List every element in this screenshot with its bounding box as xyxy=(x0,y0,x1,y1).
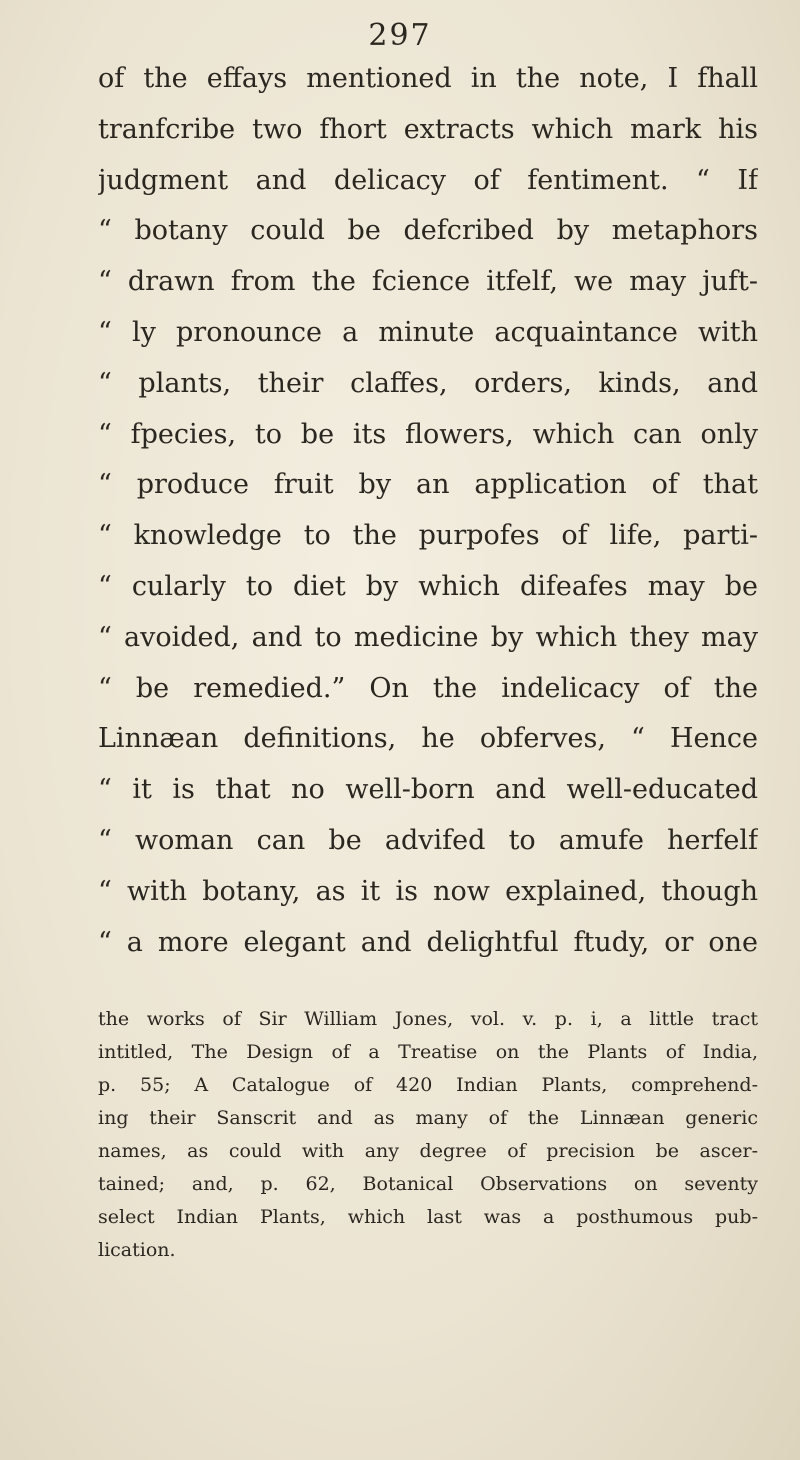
body-line: “ plants, their claffes, orders, kinds, and xyxy=(98,367,758,399)
body-line: “ botany could be defcribed by metaphors xyxy=(98,215,758,247)
body-line: “ ly pronounce a minute acquaintance with xyxy=(98,316,758,348)
footnote-line: p. 55; A Catalogue of 420 Indian Plants, comprehend- xyxy=(98,1074,758,1096)
body-line: “ knowledge to the purpofes of life, parti- xyxy=(98,520,758,552)
body-text xyxy=(98,54,758,968)
footnote-line: tained; and, p. 62, Botanical Observations on seventy xyxy=(98,1173,758,1195)
body-line: tranfcribe two fhort extracts which mark his xyxy=(98,113,758,145)
footnote-line: select Indian Plants, which last was a posthumous pub- xyxy=(98,1206,758,1228)
page-number: 297 xyxy=(368,18,432,53)
footnote-line: intitled, The Design of a Treatise on the Plants of India, xyxy=(98,1041,758,1063)
body-line: “ with botany, as it is now explained, though xyxy=(98,875,758,907)
footnote-line: lication. xyxy=(98,1239,176,1261)
body-line: judgment and delicacy of fentiment. “ If xyxy=(98,164,758,196)
body-line: of the effays mentioned in the note, I fhall xyxy=(98,63,758,94)
footnote-line: ing their Sanscrit and as many of the Linnæan generic xyxy=(98,1107,758,1129)
body-line: “ a more elegant and delightful ftudy, or one xyxy=(98,926,758,958)
footnote xyxy=(98,1003,758,1267)
body-line: Linnæan definitions, he obferves, “ Hence xyxy=(98,723,758,755)
body-line: “ be remedied.” On the indelicacy of the xyxy=(98,672,758,704)
body-line: “ cularly to diet by which difeafes may be xyxy=(98,570,758,602)
body-line: “ produce fruit by an application of that xyxy=(98,469,758,501)
body-line: “ fpecies, to be its flowers, which can only xyxy=(98,418,758,450)
footnote-line: the works of Sir William Jones, vol. v. p. i, a little tract xyxy=(98,1008,758,1030)
body-line: “ avoided, and to medicine by which they may xyxy=(98,621,758,653)
body-line: “ woman can be advifed to amufe herfelf xyxy=(98,824,758,856)
body-line: “ drawn from the fcience itfelf, we may juft- xyxy=(98,266,758,298)
footnote-line: names, as could with any degree of precision be ascer- xyxy=(98,1140,758,1162)
body-line: “ it is that no well-born and well-educated xyxy=(98,774,758,806)
